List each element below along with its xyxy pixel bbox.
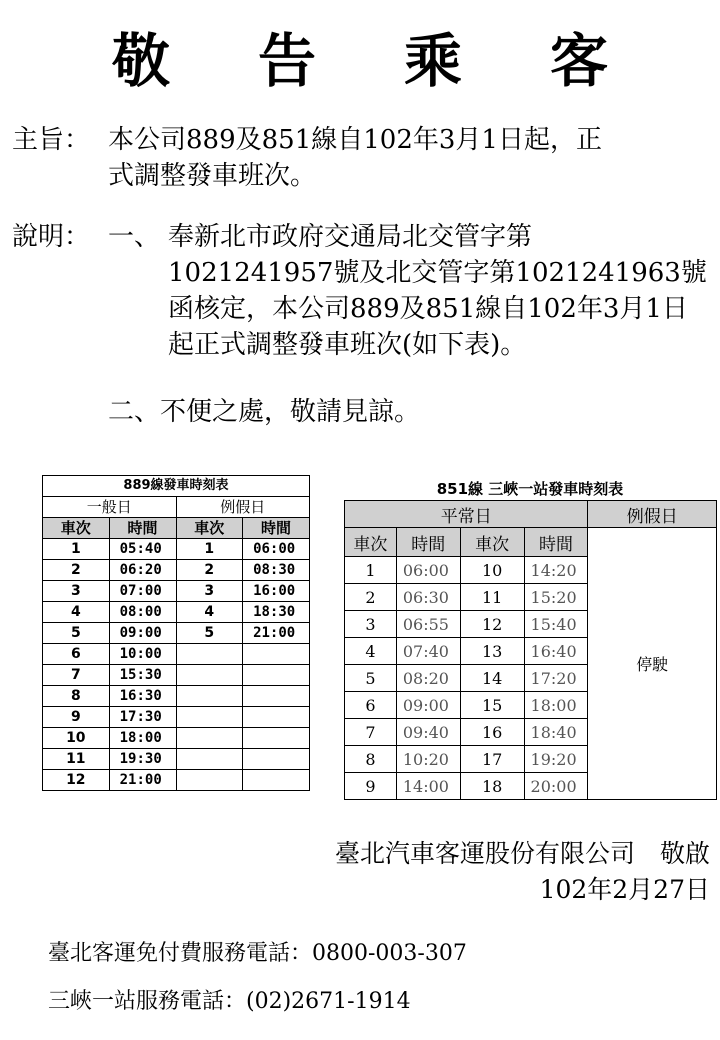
holiday-trip-number bbox=[176, 686, 243, 707]
departure-time: 07:00 bbox=[109, 581, 176, 602]
table-caption: 889線發車時刻表 bbox=[43, 476, 310, 497]
table-row bbox=[43, 665, 310, 686]
holiday-trip-number: 5 bbox=[176, 623, 243, 644]
trip-number: 10 bbox=[43, 728, 110, 749]
trip-number: 6 bbox=[43, 644, 110, 665]
departure-time: 06:00 bbox=[396, 557, 460, 584]
trip-number: 9 bbox=[43, 707, 110, 728]
trip-number: 12 bbox=[43, 770, 110, 791]
trip-number: 14 bbox=[460, 665, 524, 692]
departure-time: 16:40 bbox=[524, 638, 588, 665]
table-row bbox=[43, 728, 310, 749]
table-caption-851: 851線 三峽一站發車時刻表 bbox=[436, 480, 624, 498]
column-header-no: 車次 bbox=[43, 518, 110, 539]
table-row bbox=[43, 749, 310, 770]
departure-time: 07:40 bbox=[396, 638, 460, 665]
trip-number: 7 bbox=[43, 665, 110, 686]
holiday-suspended-note: 停駛 bbox=[588, 528, 717, 800]
trip-number: 15 bbox=[460, 692, 524, 719]
title-char: 客 bbox=[550, 27, 609, 95]
group-header-weekday: 平常日 bbox=[345, 501, 588, 528]
departure-time: 06:20 bbox=[109, 560, 176, 581]
departure-time: 17:20 bbox=[524, 665, 588, 692]
holiday-trip-number bbox=[176, 728, 243, 749]
table-row bbox=[43, 581, 310, 602]
table-row bbox=[43, 644, 310, 665]
explanation-item-marker: 一、 bbox=[108, 222, 161, 252]
trip-number: 6 bbox=[345, 692, 397, 719]
notice-date: 102年2月27日 bbox=[539, 875, 710, 904]
trip-number: 8 bbox=[43, 686, 110, 707]
holiday-trip-number bbox=[176, 770, 243, 791]
departure-time: 15:20 bbox=[524, 584, 588, 611]
subject-text-line: 本公司889及851線自102年3月1日起，正 bbox=[108, 125, 602, 155]
trip-number: 5 bbox=[43, 623, 110, 644]
column-header-no: 車次 bbox=[460, 528, 524, 557]
group-header-holiday: 例假日 bbox=[588, 501, 717, 528]
departure-time: 08:00 bbox=[109, 602, 176, 623]
explanation-item-line: 起正式調整發車班次(如下表)。 bbox=[168, 330, 527, 360]
holiday-departure-time: 16:00 bbox=[243, 581, 310, 602]
column-header-time: 時間 bbox=[109, 518, 176, 539]
trip-number: 11 bbox=[43, 749, 110, 770]
departure-time: 05:40 bbox=[109, 539, 176, 560]
holiday-departure-time bbox=[243, 665, 310, 686]
holiday-departure-time bbox=[243, 749, 310, 770]
table-row bbox=[43, 770, 310, 791]
table-row bbox=[43, 686, 310, 707]
holiday-trip-number: 1 bbox=[176, 539, 243, 560]
departure-time: 15:40 bbox=[524, 611, 588, 638]
departure-time: 06:55 bbox=[396, 611, 460, 638]
departure-time: 16:30 bbox=[109, 686, 176, 707]
trip-number: 18 bbox=[460, 773, 524, 800]
trip-number: 11 bbox=[460, 584, 524, 611]
holiday-departure-time bbox=[243, 644, 310, 665]
holiday-departure-time bbox=[243, 686, 310, 707]
departure-time: 18:00 bbox=[524, 692, 588, 719]
holiday-trip-number: 3 bbox=[176, 581, 243, 602]
departure-time: 14:20 bbox=[524, 557, 588, 584]
title-char: 告 bbox=[257, 27, 316, 95]
holiday-departure-time bbox=[243, 728, 310, 749]
trip-number: 8 bbox=[345, 746, 397, 773]
trip-number: 7 bbox=[345, 719, 397, 746]
group-header-weekday: 一般日 bbox=[43, 497, 177, 518]
station-phone: 三峽一站服務電話：(02)2671-1914 bbox=[48, 989, 411, 1014]
explanation-item-2: 二、不便之處，敬請見諒。 bbox=[108, 397, 421, 427]
holiday-departure-time: 21:00 bbox=[243, 623, 310, 644]
trip-number: 3 bbox=[43, 581, 110, 602]
column-header-time: 時間 bbox=[243, 518, 310, 539]
departure-time: 19:20 bbox=[524, 746, 588, 773]
holiday-departure-time bbox=[243, 707, 310, 728]
departure-time: 17:30 bbox=[109, 707, 176, 728]
departure-time: 18:00 bbox=[109, 728, 176, 749]
departure-time: 18:40 bbox=[524, 719, 588, 746]
departure-time: 09:00 bbox=[109, 623, 176, 644]
departure-time: 08:20 bbox=[396, 665, 460, 692]
trip-number: 9 bbox=[345, 773, 397, 800]
departure-time: 09:00 bbox=[396, 692, 460, 719]
departure-time: 10:00 bbox=[109, 644, 176, 665]
trip-number: 10 bbox=[460, 557, 524, 584]
trip-number: 4 bbox=[345, 638, 397, 665]
departure-time: 20:00 bbox=[524, 773, 588, 800]
trip-number: 2 bbox=[345, 584, 397, 611]
holiday-trip-number bbox=[176, 749, 243, 770]
column-header-no: 車次 bbox=[345, 528, 397, 557]
table-row bbox=[43, 539, 310, 560]
holiday-departure-time: 06:00 bbox=[243, 539, 310, 560]
trip-number: 13 bbox=[460, 638, 524, 665]
subject-label: 主旨： bbox=[12, 125, 91, 155]
company-signature: 臺北汽車客運股份有限公司 敬啟 bbox=[334, 839, 710, 868]
holiday-departure-time: 18:30 bbox=[243, 602, 310, 623]
timetable-889 bbox=[42, 475, 310, 791]
table-row bbox=[43, 707, 310, 728]
table-row bbox=[43, 602, 310, 623]
explanation-item-line: 函核定，本公司889及851線自102年3月1日 bbox=[168, 294, 688, 324]
table-row bbox=[43, 560, 310, 581]
holiday-trip-number: 2 bbox=[176, 560, 243, 581]
departure-time: 06:30 bbox=[396, 584, 460, 611]
trip-number: 1 bbox=[43, 539, 110, 560]
trip-number: 4 bbox=[43, 602, 110, 623]
table-row bbox=[43, 623, 310, 644]
holiday-trip-number bbox=[176, 665, 243, 686]
page-title bbox=[0, 14, 720, 98]
trip-number: 5 bbox=[345, 665, 397, 692]
column-header-time: 時間 bbox=[524, 528, 588, 557]
group-header-holiday: 例假日 bbox=[176, 497, 310, 518]
departure-time: 10:20 bbox=[396, 746, 460, 773]
trip-number: 17 bbox=[460, 746, 524, 773]
subject-text-line: 式調整發車班次。 bbox=[108, 161, 317, 191]
column-header-time: 時間 bbox=[396, 528, 460, 557]
trip-number: 2 bbox=[43, 560, 110, 581]
title-char: 敬 bbox=[111, 27, 170, 95]
trip-number: 1 bbox=[345, 557, 397, 584]
trip-number: 3 bbox=[345, 611, 397, 638]
departure-time: 09:40 bbox=[396, 719, 460, 746]
trip-number: 12 bbox=[460, 611, 524, 638]
trip-number: 16 bbox=[460, 719, 524, 746]
explanation-label: 說明： bbox=[12, 222, 91, 252]
holiday-departure-time bbox=[243, 770, 310, 791]
holiday-trip-number bbox=[176, 707, 243, 728]
column-header-no: 車次 bbox=[176, 518, 243, 539]
explanation-item-line: 1021241957號及北交管字第1021241963號 bbox=[168, 258, 707, 288]
title-char: 乘 bbox=[404, 27, 463, 95]
timetable-851 bbox=[344, 500, 717, 800]
departure-time: 19:30 bbox=[109, 749, 176, 770]
holiday-departure-time: 08:30 bbox=[243, 560, 310, 581]
departure-time: 21:00 bbox=[109, 770, 176, 791]
holiday-trip-number bbox=[176, 644, 243, 665]
departure-time: 15:30 bbox=[109, 665, 176, 686]
holiday-trip-number: 4 bbox=[176, 602, 243, 623]
departure-time: 14:00 bbox=[396, 773, 460, 800]
explanation-item-line: 奉新北市政府交通局北交管字第 bbox=[168, 222, 533, 252]
toll-free-phone: 臺北客運免付費服務電話：0800-003-307 bbox=[48, 941, 467, 966]
